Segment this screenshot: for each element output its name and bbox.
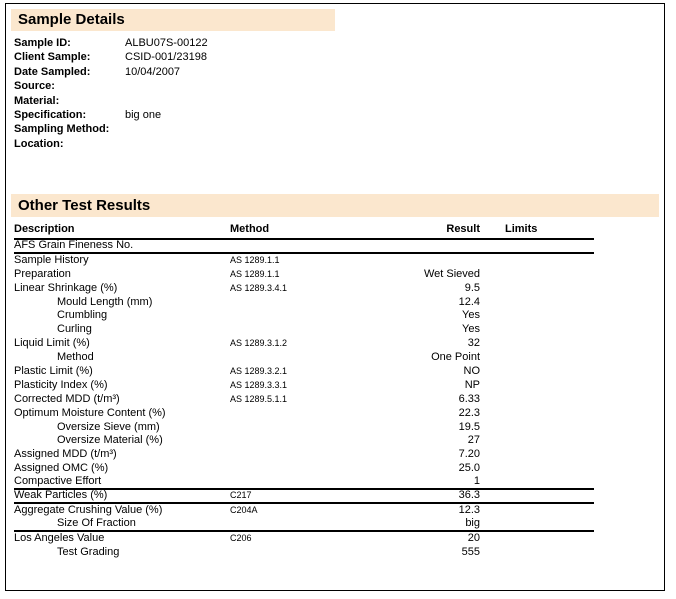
result-cell: 27 (467, 434, 480, 447)
table-row (14, 421, 594, 435)
table-row (14, 323, 594, 337)
detail-label: Date Sampled: (14, 65, 91, 78)
detail-label: Client Sample: (14, 51, 91, 64)
result-cell: Yes (462, 309, 480, 322)
method-cell: C217 (230, 490, 252, 501)
method-cell: AS 1289.1.1 (230, 268, 280, 279)
description-cell: Los Angeles Value (14, 531, 105, 544)
result-cell: 9.5 (464, 281, 480, 294)
table-row (14, 504, 594, 518)
table-row (14, 476, 594, 490)
detail-row (14, 50, 414, 64)
limits-cell (480, 462, 594, 476)
method-cell (230, 462, 408, 476)
sample-details-fields (14, 36, 414, 151)
result-cell: 20 (467, 531, 480, 544)
description-cell: Method (57, 351, 94, 364)
result-cell: One Point (431, 351, 480, 364)
limits-cell (480, 546, 594, 560)
result-cell: 12.4 (458, 295, 480, 308)
description-cell: Liquid Limit (%) (14, 337, 90, 350)
result-cell: 7.20 (458, 448, 480, 461)
result-cell: 6.33 (458, 392, 480, 405)
detail-label: Sample ID: (14, 37, 71, 49)
limits-cell (480, 323, 594, 337)
detail-label: Source: (14, 80, 55, 93)
table-row (14, 337, 594, 351)
limits-cell (480, 268, 594, 282)
table-row (14, 296, 594, 310)
detail-row (14, 36, 414, 50)
table-row (14, 309, 594, 323)
detail-value: 10/04/2007 (125, 65, 181, 78)
detail-label: Specification: (14, 108, 87, 121)
description-cell: Sample History (14, 253, 89, 266)
result-cell: 22.3 (458, 406, 480, 419)
method-cell: AS 1289.3.4.1 (230, 282, 288, 293)
result-cell: 1 (473, 475, 480, 488)
detail-row (14, 65, 414, 79)
result-cell: 32 (467, 337, 480, 350)
limits-cell (480, 379, 594, 393)
detail-row (14, 137, 414, 151)
description-cell: Plasticity Index (%) (14, 378, 108, 391)
limits-cell (480, 407, 594, 421)
table-row (14, 434, 594, 448)
other-test-results-section-title: Other Test Results (11, 194, 659, 217)
limits-cell (480, 421, 594, 435)
description-cell: Size Of Fraction (57, 516, 136, 529)
method-cell (230, 518, 408, 530)
table-row (14, 546, 594, 560)
result-cell (408, 240, 480, 252)
description-cell: Optimum Moisture Content (%) (14, 406, 166, 419)
column-header-method: Method (230, 223, 270, 235)
description-cell: Assigned OMC (%) (14, 462, 109, 475)
limits-cell (480, 490, 594, 502)
table-row (14, 462, 594, 476)
table-row (14, 532, 594, 546)
table-row (14, 254, 594, 268)
method-cell (230, 296, 408, 310)
detail-value (125, 94, 414, 108)
detail-label: Sampling Method: (14, 123, 110, 136)
table-row (14, 240, 594, 254)
limits-cell (480, 504, 594, 518)
limits-cell (480, 365, 594, 379)
table-row (14, 268, 594, 282)
sample-details-section-title: Sample Details (11, 9, 335, 31)
description-cell: Preparation (14, 267, 71, 280)
result-cell: 555 (461, 545, 480, 558)
table-row (14, 407, 594, 421)
detail-value: big one (125, 108, 162, 121)
table-header-row (14, 222, 594, 240)
limits-cell (480, 296, 594, 310)
limits-cell (480, 351, 594, 365)
detail-value: CSID-001/23198 (125, 51, 207, 64)
description-cell: Assigned MDD (t/m³) (14, 448, 117, 461)
method-cell (230, 421, 408, 435)
description-cell: Aggregate Crushing Value (%) (14, 503, 163, 516)
limits-cell (480, 254, 594, 268)
method-cell (230, 309, 408, 323)
method-cell (230, 448, 408, 462)
description-cell: Curling (57, 323, 92, 336)
limits-cell (480, 337, 594, 351)
method-cell (230, 407, 408, 421)
method-cell (230, 546, 408, 560)
result-cell: 36.3 (458, 489, 480, 502)
detail-value (125, 79, 414, 93)
limits-cell (480, 434, 594, 448)
description-cell: Crumbling (57, 309, 108, 322)
method-cell: C204A (230, 504, 258, 515)
detail-value: ALBU07S-00122 (125, 37, 208, 49)
other-test-results-table (14, 222, 594, 559)
detail-label: Location: (14, 137, 64, 150)
limits-cell (480, 240, 594, 252)
detail-value (125, 122, 414, 136)
description-cell: Oversize Material (%) (57, 434, 163, 447)
column-header-limits: Limits (505, 223, 538, 235)
detail-row (14, 94, 414, 108)
table-row (14, 518, 594, 532)
detail-row (14, 108, 414, 122)
method-cell (230, 323, 408, 337)
result-cell: Yes (462, 323, 480, 336)
description-cell: AFS Grain Fineness No. (14, 239, 134, 251)
description-cell: Plastic Limit (%) (14, 365, 93, 378)
method-cell: AS 1289.3.2.1 (230, 366, 288, 377)
description-cell: Test Grading (57, 545, 120, 558)
method-cell (230, 434, 408, 448)
result-cell: NP (464, 378, 480, 391)
limits-cell (480, 309, 594, 323)
method-cell: C206 (230, 532, 252, 543)
description-cell: Weak Particles (%) (14, 489, 108, 502)
result-cell: 25.0 (458, 462, 480, 475)
table-row (14, 379, 594, 393)
table-row (14, 282, 594, 296)
method-cell: AS 1289.1.1 (230, 254, 280, 265)
detail-value (125, 137, 414, 151)
limits-cell (480, 393, 594, 407)
description-cell: Oversize Sieve (mm) (57, 420, 160, 433)
limits-cell (480, 448, 594, 462)
table-row (14, 490, 594, 504)
method-cell (230, 240, 408, 252)
result-cell: 19.5 (458, 420, 480, 433)
description-cell: Linear Shrinkage (%) (14, 281, 118, 294)
result-cell (408, 254, 480, 268)
method-cell: AS 1289.5.1.1 (230, 393, 288, 404)
limits-cell (480, 518, 594, 530)
column-header-description: Description (14, 223, 75, 235)
table-row (14, 365, 594, 379)
method-cell: AS 1289.3.1.2 (230, 338, 288, 349)
description-cell: Corrected MDD (t/m³) (14, 392, 120, 405)
result-cell: Wet Sieved (423, 267, 480, 280)
limits-cell (480, 282, 594, 296)
description-cell: Compactive Effort (14, 475, 102, 488)
result-cell: NO (463, 365, 480, 378)
result-cell: big (465, 516, 480, 529)
method-cell: AS 1289.3.3.1 (230, 379, 288, 390)
detail-label: Material: (14, 94, 60, 107)
column-header-result: Result (446, 223, 480, 235)
detail-row (14, 122, 414, 136)
limits-cell (480, 532, 594, 546)
detail-row (14, 79, 414, 93)
table-row (14, 448, 594, 462)
result-cell: 12.3 (458, 503, 480, 516)
limits-cell (480, 476, 594, 488)
method-cell (230, 351, 408, 365)
method-cell (230, 476, 408, 488)
table-row (14, 351, 594, 365)
table-body (14, 240, 594, 559)
description-cell: Mould Length (mm) (57, 295, 153, 308)
table-row (14, 393, 594, 407)
